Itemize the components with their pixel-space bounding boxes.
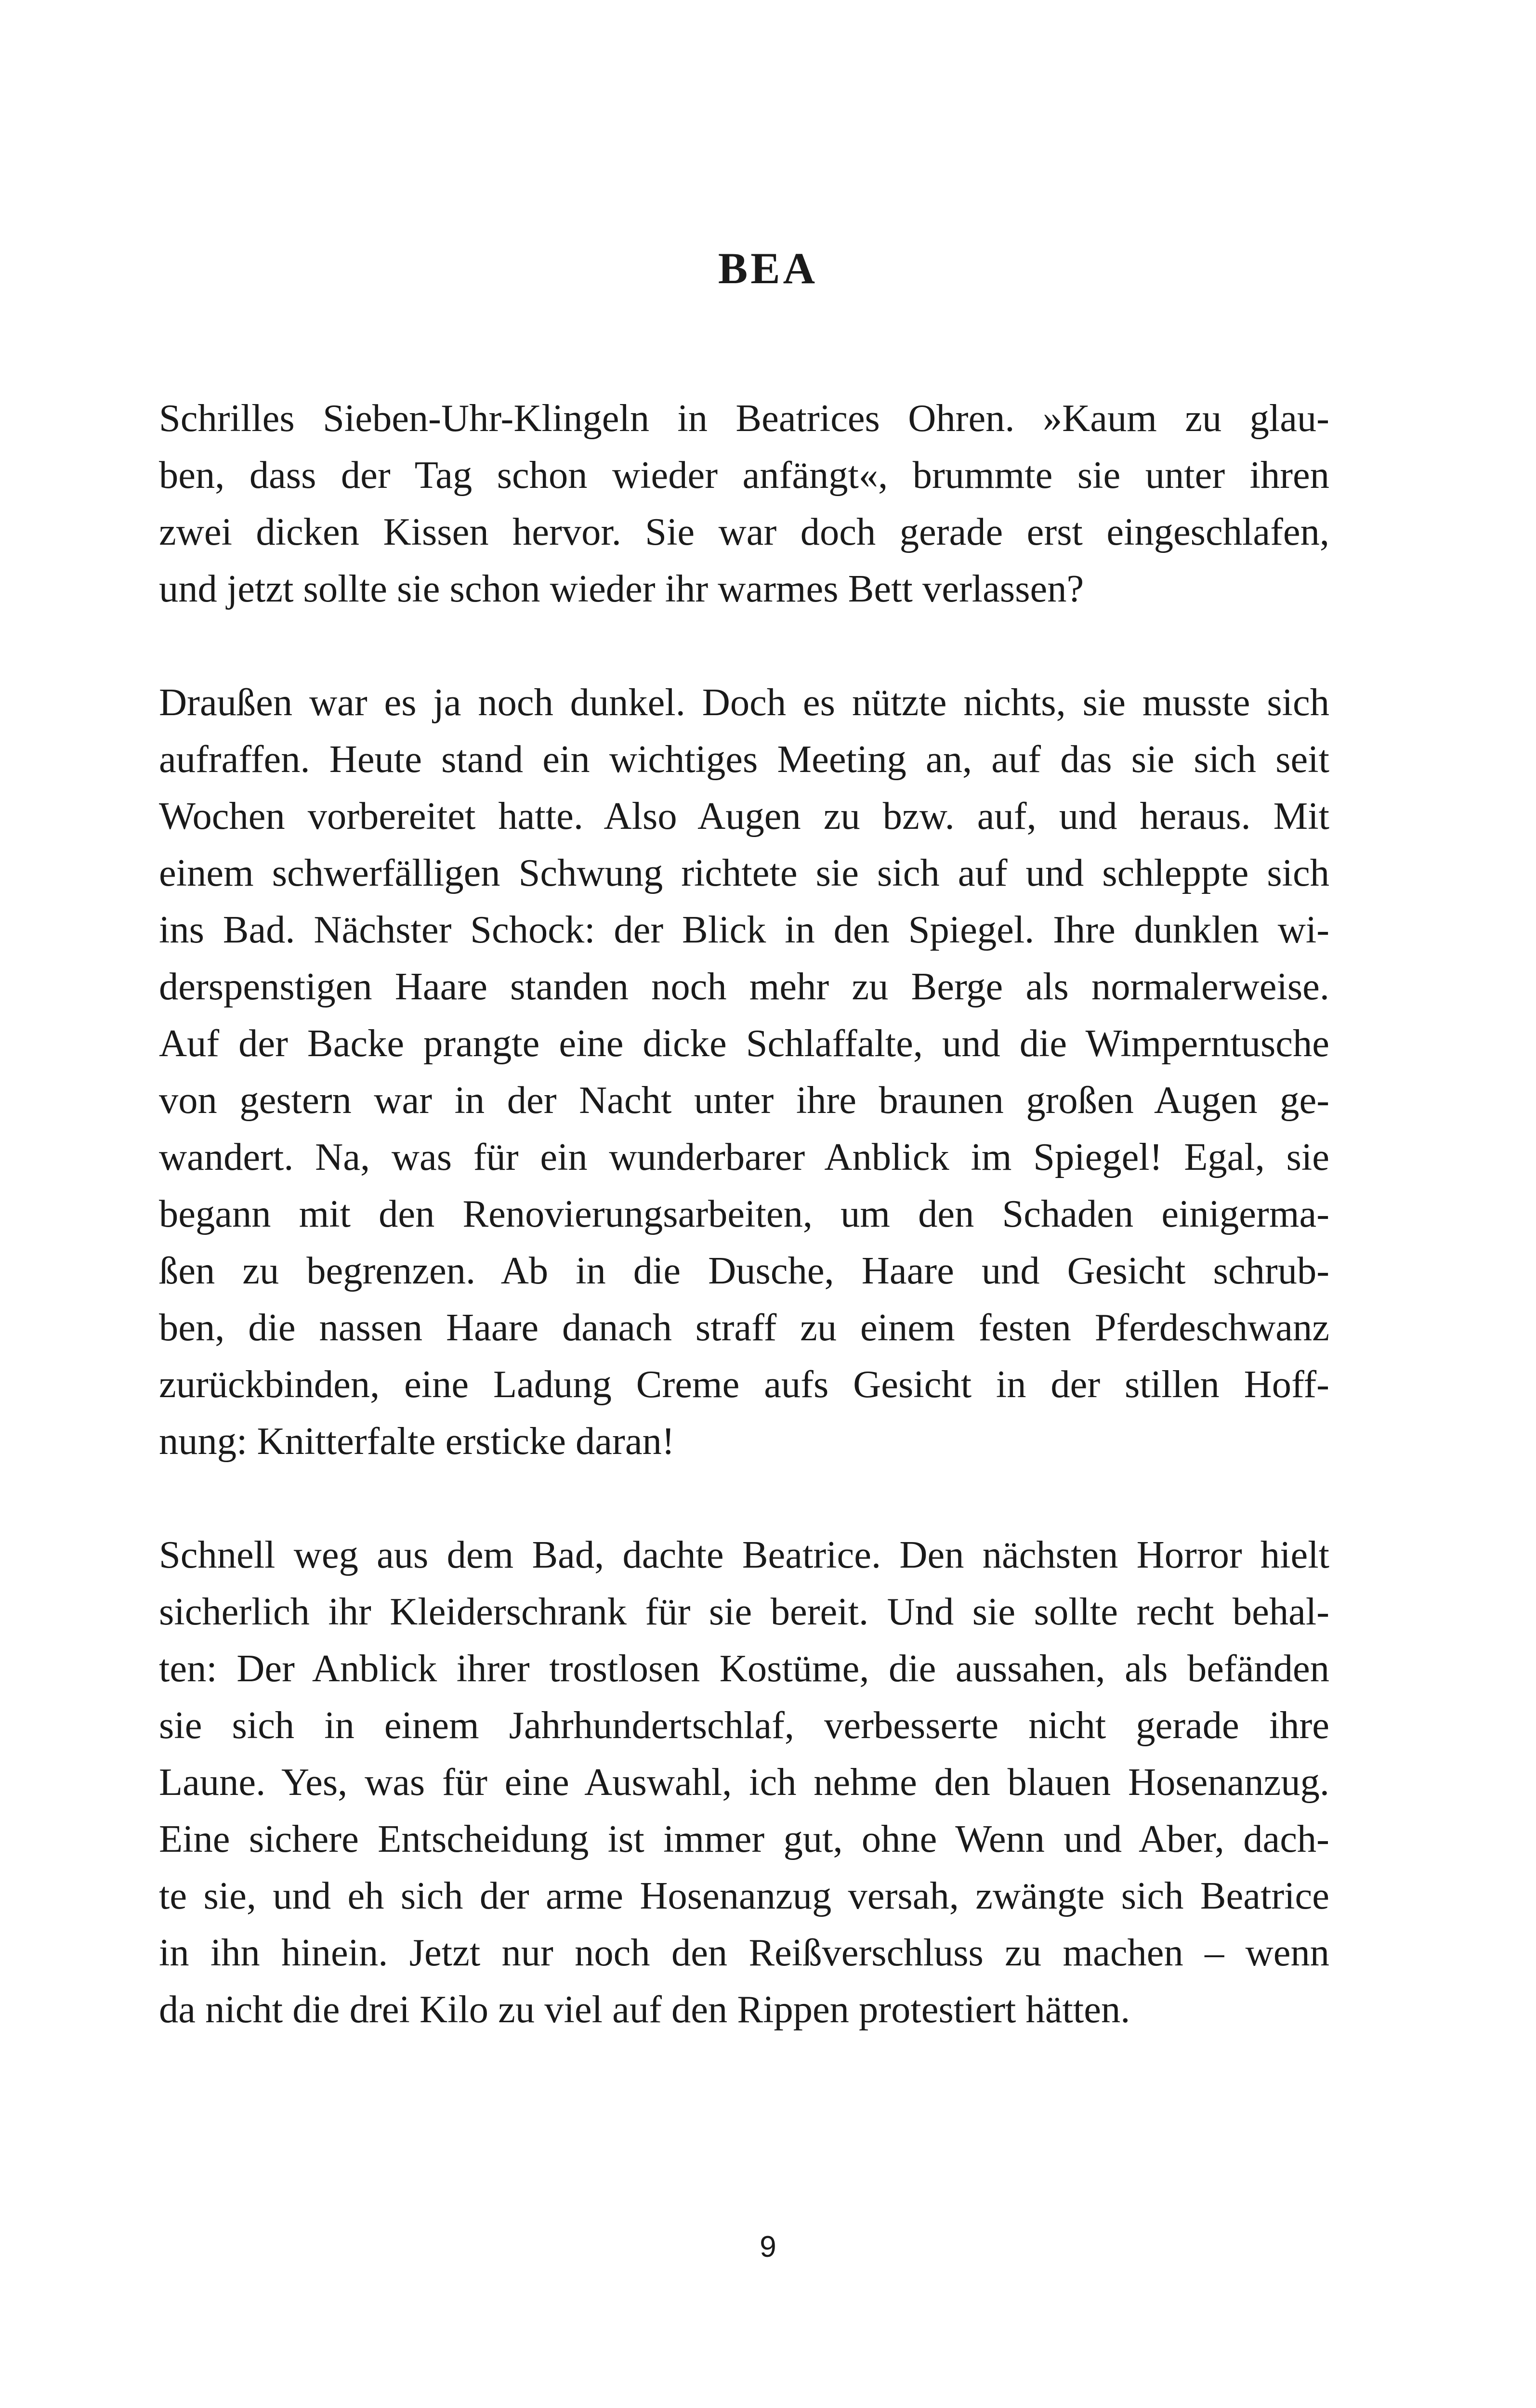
paragraph-2 — [159, 674, 1329, 1470]
text-line: zurückbinden, eine Ladung Creme aufs Gesicht in der stillen Hoff- — [159, 1363, 1329, 1406]
text-line: sie sich in einem Jahrhundertschlaf, verbesserte nicht gerade ihre — [159, 1704, 1329, 1747]
text-line: zwei dicken Kissen hervor. Sie war doch gerade erst eingeschlafen, — [159, 510, 1329, 553]
text-line: begann mit den Renovierungsarbeiten, um den Schaden einigerma- — [159, 1192, 1329, 1235]
text-line: von gestern war in der Nacht unter ihre braunen großen Augen ge- — [159, 1079, 1329, 1122]
text-line: in ihn hinein. Jetzt nur noch den Reißverschluss zu machen – wenn — [159, 1931, 1329, 1974]
text-line: Laune. Yes, was für eine Auswahl, ich nehme den blauen Hosenanzug. — [159, 1761, 1329, 1804]
text-line: nung: Knitterfalte ersticke daran! — [159, 1420, 675, 1463]
text-line: einem schwerfälligen Schwung richtete sie sich auf und schleppte sich — [159, 851, 1329, 894]
text-line: Draußen war es ja noch dunkel. Doch es nützte nichts, sie musste sich — [159, 681, 1329, 724]
text-line: und jetzt sollte sie schon wieder ihr warmes Bett verlassen? — [159, 567, 1084, 610]
paragraph-3 — [159, 1527, 1329, 2038]
text-line: Schrilles Sieben-Uhr-Klingeln in Beatrices Ohren. »Kaum zu glau- — [159, 397, 1329, 440]
text-line: Auf der Backe prangte eine dicke Schlaffalte, und die Wimperntusche — [159, 1022, 1329, 1065]
text-line: aufraffen. Heute stand ein wichtiges Meeting an, auf das sie sich seit — [159, 738, 1329, 781]
text-line: wandert. Na, was für ein wunderbarer Anblick im Spiegel! Egal, sie — [159, 1136, 1329, 1178]
text-line: derspenstigen Haare standen noch mehr zu Berge als normalerweise. — [159, 965, 1329, 1008]
text-line: ben, dass der Tag schon wieder anfängt«, brummte sie unter ihren — [159, 454, 1329, 497]
chapter-title: BEA — [718, 243, 818, 293]
text-line: da nicht die drei Kilo zu viel auf den Rippen protestiert hätten. — [159, 1988, 1130, 2031]
text-line: ben, die nassen Haare danach straff zu einem festen Pferdeschwanz — [159, 1306, 1329, 1349]
text-line: Schnell weg aus dem Bad, dachte Beatrice. Den nächsten Horror hielt — [159, 1533, 1329, 1576]
page-number: 9 — [760, 2230, 776, 2264]
paragraph-1 — [159, 390, 1329, 617]
text-line: Wochen vorbereitet hatte. Also Augen zu bzw. auf, und heraus. Mit — [159, 795, 1329, 838]
text-line: ins Bad. Nächster Schock: der Blick in den Spiegel. Ihre dunklen wi- — [159, 908, 1329, 951]
text-line: sicherlich ihr Kleiderschrank für sie bereit. Und sie sollte recht behal- — [159, 1590, 1329, 1633]
text-line: Eine sichere Entscheidung ist immer gut, ohne Wenn und Aber, dach- — [159, 1818, 1329, 1860]
body-text — [159, 390, 1329, 2095]
text-line: ten: Der Anblick ihrer trostlosen Kostüme, die aussahen, als befänden — [159, 1647, 1329, 1690]
text-line: ßen zu begrenzen. Ab in die Dusche, Haare und Gesicht schrub- — [159, 1249, 1329, 1292]
text-line: te sie, und eh sich der arme Hosenanzug versah, zwängte sich Beatrice — [159, 1874, 1329, 1917]
